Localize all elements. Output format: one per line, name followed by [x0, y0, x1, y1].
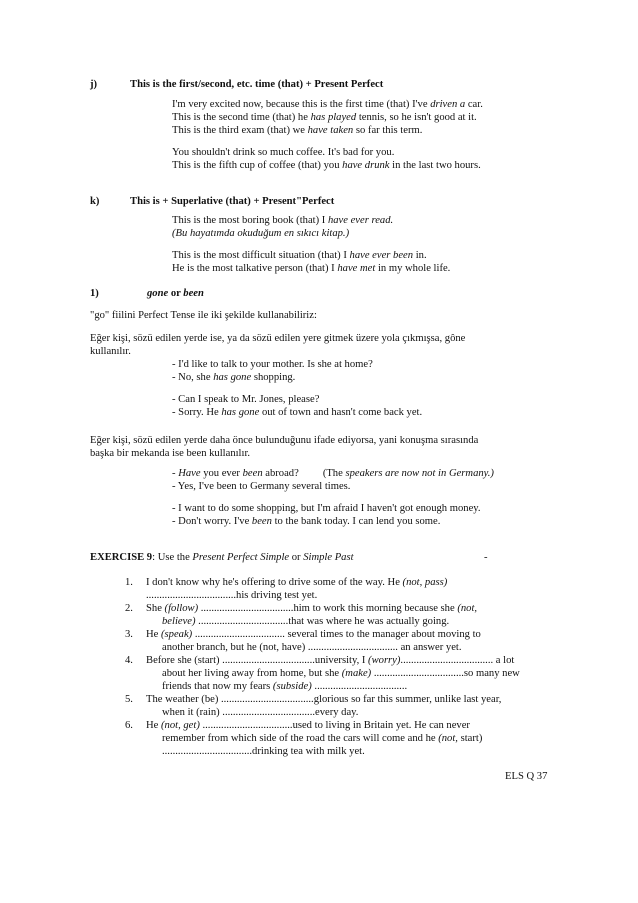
dialogue-line: - Yes, I've been to Germany several times.	[172, 481, 351, 492]
text-run: you ever	[200, 468, 243, 479]
text-run: about her living away from home, but she	[162, 668, 342, 679]
text-run: car.	[465, 99, 483, 110]
text-run: driven a	[430, 99, 466, 110]
item-number: 2.	[125, 603, 133, 614]
text-run: kullanılır.	[90, 346, 131, 357]
text-run: Before she (start) ...................................	[146, 655, 315, 666]
text-run: has gone	[213, 372, 252, 383]
text-run: ...................................	[400, 655, 494, 666]
exercise-item	[0, 693, 638, 719]
text-run: He	[146, 629, 162, 640]
text-run: in.	[413, 250, 427, 261]
text-run: (speak)	[161, 629, 193, 640]
example-line	[172, 214, 450, 227]
example-line	[172, 159, 483, 172]
example-line	[172, 262, 450, 275]
dialogue-line	[172, 467, 494, 480]
text-run: (worry)	[368, 655, 401, 666]
item-number: 6.	[125, 720, 133, 731]
item-number: 5.	[125, 694, 133, 705]
text-run: - Don't worry. I've	[172, 516, 252, 527]
text-run: (not, get)	[161, 720, 200, 731]
text-run: (not,	[457, 603, 478, 614]
text-run: Simple Past	[303, 552, 354, 563]
text-run: or	[289, 552, 304, 563]
text-run: He	[146, 720, 162, 731]
dialogue-line: - I want to do some shopping, but I'm afraid I haven't got enough money.	[172, 503, 481, 514]
text-run: The weather (be) ...................................	[146, 694, 314, 705]
text-run: has gone	[221, 407, 260, 418]
text-run: This is the most difficult situation (that) I	[172, 250, 350, 261]
dialogue-line	[172, 406, 422, 419]
text-run: ..................................	[195, 616, 289, 627]
section-l-letter: 1)	[90, 288, 99, 299]
example-line	[172, 98, 483, 111]
text-run: several times to the manager about moving to	[284, 629, 481, 640]
text-run: Eğer kişi, sözü edilen yerde ise, ya da sözü edilen yere gitmek üzere yola çıkmışsa, gône	[90, 333, 466, 344]
text-run: : Use the	[152, 552, 193, 563]
text-run: every day.	[315, 707, 359, 718]
exercise-dash: -	[484, 552, 488, 563]
dialogue-line: - Can I speak to Mr. Jones, please?	[172, 394, 320, 405]
text-run: have ever read.	[327, 215, 394, 226]
section-k-heading: This is + Superlative (that) + Present"Perfect	[130, 196, 335, 207]
text-run: I don't know why he's offering to drive some of the way. He	[146, 577, 403, 588]
text-run: glorious so far this summer, unlike last year,	[313, 694, 502, 705]
item-number: 1.	[125, 577, 133, 588]
text-run: another branch, but he (not, have) ..................................	[162, 642, 398, 653]
section-j-heading: This is the first/second, etc. time (that) + Present Perfect	[130, 79, 384, 90]
text-run: (subside)	[272, 681, 312, 692]
text-run: ..................................	[199, 720, 293, 731]
section-l-intro: "go" fiilini Perfect Tense ile iki şekilde kullanabiliriz:	[90, 310, 317, 321]
text-run: been	[251, 516, 272, 527]
exercise-item	[0, 719, 638, 758]
exercise-item	[0, 628, 638, 654]
text-run: him to work this morning because she	[293, 603, 458, 614]
text-run: Eğer kişi, sözü edilen yerde daha önce bulunduğunu ifade ediyorsa, yani konuşma sırasında	[90, 435, 479, 446]
text-run: (not,	[438, 733, 458, 744]
text-run: ...................................	[311, 681, 408, 692]
example-line	[172, 124, 483, 137]
text-run: ..................................	[162, 746, 253, 757]
example-line: You shouldn't drink so much coffee. It's bad for you.	[172, 147, 395, 158]
exercise-heading	[90, 551, 354, 564]
text-run: a lot	[493, 655, 515, 666]
page-footer: ELS Q 37	[505, 771, 548, 782]
text-run: have met	[337, 263, 376, 274]
text-run: Have	[178, 468, 201, 479]
text-run: ..................................	[146, 590, 237, 601]
text-run: have ever been	[349, 250, 414, 261]
text-run: start)	[457, 733, 483, 744]
text-run: ..................................	[371, 668, 464, 679]
section-k-letter: k)	[90, 196, 100, 207]
text-run: - Sorry. He	[172, 407, 222, 418]
text-run: başka bir mekanda ise been kullanılır.	[90, 448, 251, 459]
exercise-item	[0, 576, 638, 602]
text-run: This is the fifth cup of coffee (that) you	[172, 160, 343, 171]
text-run: tennis, so he isn't good at it.	[356, 112, 477, 123]
text-run: so far this term.	[353, 125, 423, 136]
text-run: (follow)	[164, 603, 199, 614]
section-l-heading	[147, 287, 204, 300]
text-run: gone	[147, 288, 169, 299]
text-run: an answer yet.	[397, 642, 462, 653]
item-number: 3.	[125, 629, 133, 640]
text-run: ..................................	[192, 629, 285, 640]
dialogue-been	[172, 467, 494, 528]
text-run: or	[168, 288, 184, 299]
text-run: speakers are now not in Germany.)	[345, 468, 494, 479]
text-run: believe)	[162, 616, 196, 627]
translation-line: (Bu hayatımda okuduğum en sıkıcı kitap.)	[172, 228, 350, 239]
dialogue-line	[172, 371, 422, 384]
text-run: abroad?	[262, 468, 299, 479]
dialogue-line: - I'd like to talk to your mother. Is she at home?	[172, 359, 373, 370]
text-run: (not, pass)	[402, 577, 448, 588]
text-run: She	[146, 603, 165, 614]
exercise-item	[0, 654, 638, 693]
text-run: to the bank today. I can lend you some.	[271, 516, 441, 527]
dialogue-line	[172, 515, 494, 528]
text-run: drinking tea with milk yet.	[252, 746, 365, 757]
section-j-letter: j)	[90, 79, 98, 90]
text-run: This is the most boring book (that) I	[172, 215, 328, 226]
text-run: when it (rain) ...................................	[162, 707, 315, 718]
exercise-item	[0, 602, 638, 628]
text-run: been	[242, 468, 263, 479]
text-run: in the last two hours.	[389, 160, 481, 171]
text-run: I'm very excited now, because this is the first time (that) I've	[172, 99, 431, 110]
item-number: 4.	[125, 655, 133, 666]
section-k-examples	[172, 214, 450, 275]
text-run: EXERCISE 9	[90, 552, 153, 563]
text-run: shopping.	[251, 372, 296, 383]
text-run: used to living in Britain yet. He can never	[292, 720, 470, 731]
text-run: his driving test yet.	[236, 590, 318, 601]
text-run: - No, she	[172, 372, 214, 383]
text-run: ...................................	[198, 603, 294, 614]
text-run: that was where he was actually going.	[288, 616, 450, 627]
text-run: friends that now my fears	[162, 681, 273, 692]
text-run: Present Perfect Simple	[192, 552, 290, 563]
text-run: been	[183, 288, 204, 299]
exercise-list	[0, 576, 638, 758]
text-run: have taken	[307, 125, 354, 136]
text-run: (make)	[341, 668, 372, 679]
text-run: has played	[310, 112, 357, 123]
text-run: (The	[322, 468, 346, 479]
text-run: university, I	[314, 655, 369, 666]
text-run: out of town and hasn't come back yet.	[259, 407, 423, 418]
text-run: in my whole life.	[375, 263, 451, 274]
text-run: -	[172, 468, 179, 479]
example-line	[172, 111, 483, 124]
text-run: This is the third exam (that) we	[172, 125, 308, 136]
paragraph-gone	[90, 332, 465, 358]
text-run: This is the second time (that) he	[172, 112, 311, 123]
paragraph-been	[90, 434, 478, 460]
text-run: remember from which side of the road the cars will come and he	[162, 733, 439, 744]
example-line	[172, 249, 450, 262]
text-run: have drunk	[342, 160, 390, 171]
dialogue-gone	[172, 358, 422, 419]
text-run: so many new	[463, 668, 520, 679]
section-j-examples	[172, 98, 483, 172]
text-run: He is the most talkative person (that) I	[172, 263, 338, 274]
